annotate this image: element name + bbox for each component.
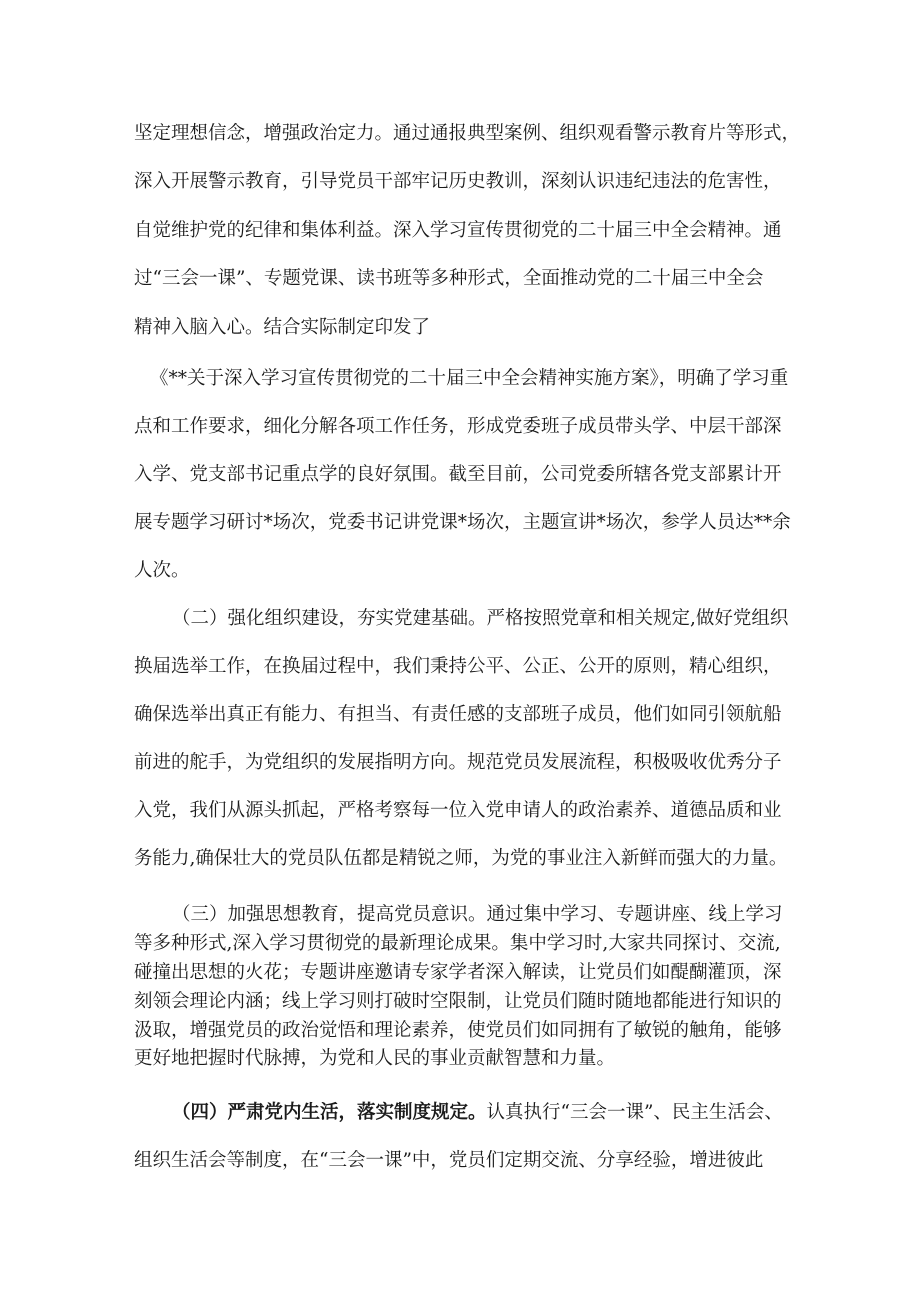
text-line: 入党，我们从源头抓起，严格考察每一位入党申请人的政治素养、道德品质和业: [134, 800, 782, 821]
text-line: 组织生活会等制度，在“三会一课”中，党员们定期交流、分享经验，增进彼此: [134, 1150, 764, 1171]
text-line: 前进的舵手，为党组织的发展指明方向。规范党员发展流程，积极吸收优秀分子: [134, 752, 782, 773]
text-line: 汲取，增强党员的政治觉悟和理论素养，使党员们如同拥有了敏锐的触角，能够: [134, 1020, 782, 1041]
text-line: 更好地把握时代脉搏，为党和人民的事业贡献智慧和力量。: [134, 1048, 616, 1069]
text-line: 等多种形式,深入学习贯彻党的最新理论成果。集中学习时,大家共同探讨、交流,: [134, 933, 781, 954]
text-line: 换届选举工作，在换届过程中，我们秉持公平、公正、公开的原则，精心组织，: [134, 656, 782, 677]
text-line: 入学、党支部书记重点学的良好氛围。截至目前，公司党委所辖各党支部累计开: [134, 464, 782, 485]
paragraph-text: 认真执行“三会一课”、民主生活会、: [486, 1102, 783, 1123]
text-line: 《**关于深入学习宣传贯彻党的二十届三中全会精神实施方案》，明确了学习重: [150, 368, 789, 389]
text-line: 确保选举出真正有能力、有担当、有责任感的支部班子成员，他们如同引领航船: [134, 704, 782, 725]
paragraph-line: [172, 1101, 832, 1125]
text-line: 务能力,确保壮大的党员队伍都是精锐之师，为党的事业注入新鲜而强大的力量。: [134, 848, 788, 869]
text-line: 深入开展警示教育，引导党员干部牢记历史教训，深刻认识违纪违法的危害性，: [134, 171, 782, 192]
text-line: 展专题学习研讨*场次，党委书记讲党课*场次，主题宣讲*场次，参学人员达**余: [134, 512, 791, 533]
text-line: 过“三会一课”、专题党课、读书班等多种形式，全面推动党的二十届三中全会: [134, 268, 764, 289]
paragraph-heading-line: （二）强化组织建设，夯实党建基础。严格按照党章和相关规定,做好党组织: [172, 608, 789, 629]
text-line: 精神入脑入心。结合实际制定印发了: [134, 317, 431, 338]
text-line: 坚定理想信念，增强政治定力。通过通报典型案例、组织观看警示教育片等形式，: [134, 123, 801, 144]
text-line: 点和工作要求，细化分解各项工作任务，形成党委班子成员带头学、中层干部深: [134, 416, 782, 437]
paragraph-heading: （四）严肃党内生活，落实制度规定。: [172, 1102, 487, 1123]
text-line: 刻领会理论内涵；线上学习则打破时空限制，让党员们随时随地都能进行知识的: [134, 991, 782, 1012]
text-line: 碰撞出思想的火花；专题讲座邀请专家学者深入解读，让党员们如醍醐灌顶，深: [134, 962, 782, 983]
text-line: 人次。: [134, 560, 190, 581]
text-line: 自觉维护党的纪律和集体利益。深入学习宣传贯彻党的二十届三中全会精神。通: [134, 220, 782, 241]
paragraph-heading-line: （三）加强思想教育，提高党员意识。通过集中学习、专题讲座、线上学习: [172, 904, 783, 925]
